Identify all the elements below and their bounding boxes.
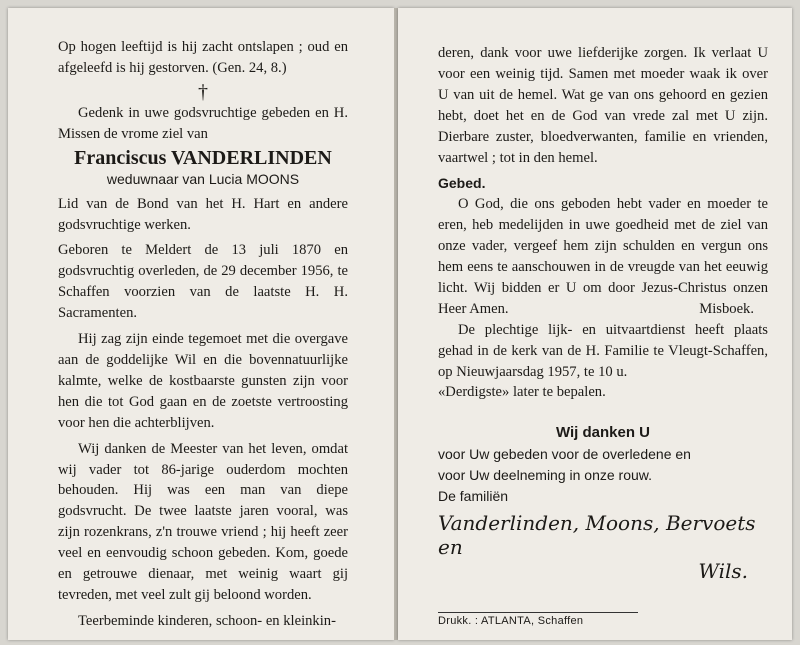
funeral-notice: De plechtige lijk- en uitvaartdienst heeft plaats gehad in de kerk van de H. Familie te Vleugt-Schaffen, op Nieuwjaarsdag 1957, te 10 u.	[438, 321, 768, 380]
left-page	[8, 8, 394, 640]
continuation-text: deren, dank voor uwe liefderijke zorgen. Ik verlaat U voor een weinig tijd. Samen met moeder waak ik over U van uit de hemel. Wat ge van ons gehoord en gezien hebt, doet het en de God van vrede zal met U zijn. Dierbare zuster, bloedverwanten, familie en vrienden, vaartwel ; tot in den hemel.	[438, 45, 768, 166]
paragraph-farewell: Hij zag zijn einde tegemoet met die overgave aan de goddelijke Wil en die bovennatuurlijke kalmte, welke de kostbaarste gunsten zijn voor hen die tot God gaan en de zoetste vertroosting voor hen die achterblijven.	[58, 331, 348, 431]
opening-verse: Op hogen leeftijd is hij zacht ontslapen ; oud en afgeleefd is hij gestorven. (Gen. 24, 8.)	[58, 39, 348, 76]
paragraph-children: Teerbeminde kinderen, schoon- en kleinkin-	[78, 612, 336, 629]
widower-line: weduwnaar van Lucia MOONS	[106, 170, 300, 187]
prayer-request: Gedenk in uwe godsvruchtige gebeden en H. Missen de vrome ziel van	[58, 104, 348, 142]
right-column	[438, 43, 768, 583]
membership: Lid van de Bond van het H. Hart en andere godsvruchtige werken.	[58, 195, 348, 233]
prayer-heading: Gebed.	[438, 175, 486, 192]
family-intro: De familiën	[438, 488, 509, 505]
left-column	[58, 37, 348, 632]
cross-icon: †	[198, 80, 208, 103]
thanks-title: Wij danken U	[555, 424, 651, 442]
family-names-end: Wils.	[698, 558, 748, 583]
right-page	[398, 8, 792, 640]
deceased-name: Franciscus VANDERLINDEN	[74, 146, 332, 169]
prayer-source: Misboek.	[699, 300, 754, 317]
paragraph-thanks: Wij danken de Meester van het leven, omdat wij vader tot 86-jarige ouderdom mochten behouden. Hij was een man van diepe godsvrucht. De twee laatste jaren vooral, was zijn rozenkrans, z'n trouwe vriend ; hij heeft zeer veel en eenvoudig schoon gebeden. Kom, goede en getrouwe dienaar, met weinig waart gij tevreden, met veel zult gij beloond worden.	[58, 440, 348, 603]
birth-death: Geboren te Meldert de 13 juli 1870 en godsvruchtig overleden, de 29 december 1956, te Schaffen voorzien van de laatste H. H. Sacramenten.	[58, 242, 348, 322]
thanks-line-2: voor Uw deelneming in onze rouw.	[438, 467, 653, 484]
derdigste-notice: «Derdigste» later te bepalen.	[438, 384, 606, 401]
prayer-text: O God, die ons geboden hebt vader en moeder te eren, heb medelijden in uwe goedheid met de ziel van onze vader, vergeef hem zijn schulden en vergun ons hem eens te aanschouwen in de vreugde van het eeuwig licht. Wij bidden er U om door Jezus-Christus onzen Heer Amen.	[438, 196, 768, 317]
thanks-line-1: voor Uw gebeden voor de overledene en	[438, 446, 691, 463]
family-names: Vanderlinden, Moons, Bervoets en	[438, 510, 756, 559]
printer-credit: Drukk. : ATLANTA, Schaffen	[438, 612, 638, 627]
